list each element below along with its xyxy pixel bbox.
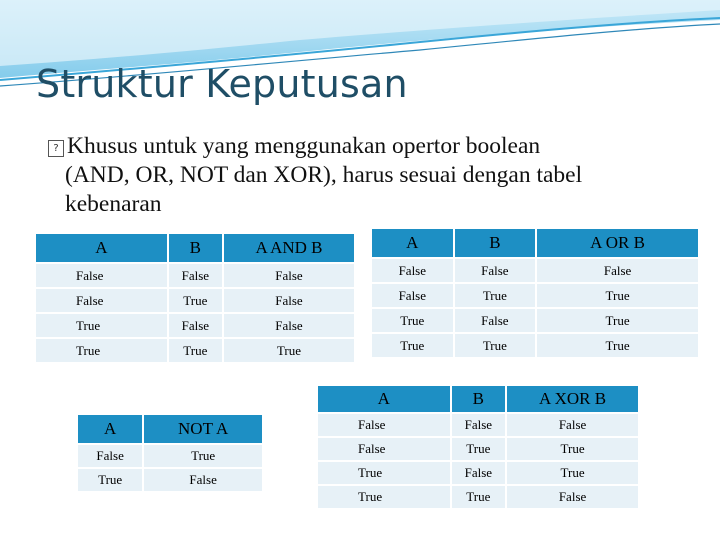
table-cell: True <box>455 284 536 307</box>
table-cell: True <box>36 339 167 362</box>
table-row <box>372 284 698 307</box>
table-cell: False <box>224 314 354 337</box>
bullet-glyph-icon: ? <box>48 140 64 157</box>
table-cell: False <box>36 264 167 287</box>
table-header: A <box>372 229 453 257</box>
table-cell: False <box>537 259 698 282</box>
table-row <box>36 289 354 312</box>
or-truth-table <box>370 227 700 359</box>
table-header: B <box>452 386 506 412</box>
table-cell: False <box>36 289 167 312</box>
table-row <box>318 486 638 508</box>
table-cell: True <box>372 309 453 332</box>
table-cell: False <box>507 414 638 436</box>
table-row <box>372 334 698 357</box>
table-header: A OR B <box>537 229 698 257</box>
bullet-line-3: kebenaran <box>65 191 162 217</box>
table-row <box>78 469 262 491</box>
table-cell: False <box>372 259 453 282</box>
table-header: A <box>78 415 142 443</box>
table-cell: True <box>507 438 638 460</box>
table-header: A <box>36 234 167 262</box>
bullet-line-1: Khusus untuk yang menggunakan opertor boolean <box>67 133 541 159</box>
table-cell: False <box>224 289 354 312</box>
table-cell: True <box>452 438 506 460</box>
bullet-paragraph <box>48 132 708 219</box>
table-cell: True <box>36 314 167 337</box>
table-cell: False <box>169 264 222 287</box>
table-cell: False <box>318 438 450 460</box>
table-row <box>318 462 638 484</box>
table-cell: False <box>455 309 536 332</box>
table-cell: False <box>455 259 536 282</box>
table-cell: True <box>224 339 354 362</box>
table-cell: True <box>169 339 222 362</box>
table-row <box>36 314 354 337</box>
table-cell: True <box>318 486 450 508</box>
table-cell: True <box>78 469 142 491</box>
table-cell: True <box>537 284 698 307</box>
table-row <box>36 264 354 287</box>
table-row <box>318 414 638 436</box>
table-header: A AND B <box>224 234 354 262</box>
table-cell: False <box>507 486 638 508</box>
not-truth-table <box>76 413 264 493</box>
table-cell: True <box>169 289 222 312</box>
table-cell: True <box>537 334 698 357</box>
table-cell: False <box>78 445 142 467</box>
table-header: A XOR B <box>507 386 638 412</box>
slide-title: Struktur Keputusan <box>36 62 408 106</box>
xor-truth-table <box>316 384 640 510</box>
table-cell: False <box>452 462 506 484</box>
table-cell: True <box>144 445 262 467</box>
table-row <box>372 259 698 282</box>
table-cell: True <box>452 486 506 508</box>
table-row <box>78 445 262 467</box>
table-header: B <box>169 234 222 262</box>
table-cell: False <box>169 314 222 337</box>
table-cell: False <box>318 414 450 436</box>
table-cell: False <box>144 469 262 491</box>
table-row <box>318 438 638 460</box>
table-cell: True <box>372 334 453 357</box>
table-row <box>372 309 698 332</box>
table-cell: True <box>455 334 536 357</box>
table-cell: False <box>452 414 506 436</box>
table-cell: True <box>537 309 698 332</box>
table-row <box>36 339 354 362</box>
table-cell: True <box>507 462 638 484</box>
table-header: B <box>455 229 536 257</box>
table-header: NOT A <box>144 415 262 443</box>
bullet-line-2: (AND, OR, NOT dan XOR), harus sesuai dengan tabel <box>65 162 583 188</box>
table-cell: False <box>224 264 354 287</box>
and-truth-table <box>34 232 356 364</box>
table-cell: True <box>318 462 450 484</box>
table-header: A <box>318 386 450 412</box>
table-cell: False <box>372 284 453 307</box>
